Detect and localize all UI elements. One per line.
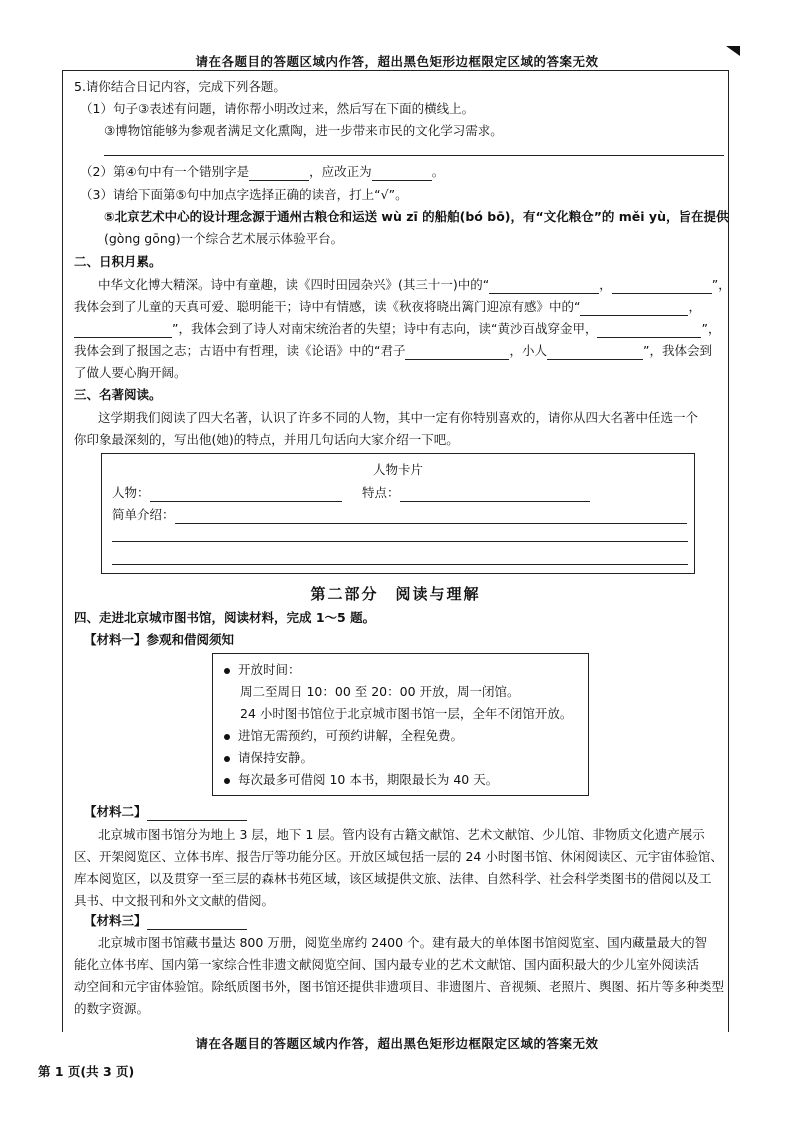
m1-item-1 [224,661,301,679]
s2-blank-5[interactable] [597,323,701,338]
bullet-icon [224,734,230,740]
m3-line-2: 能化立体书库、国内第一家综合性非遗文献阅览空间、国内最专业的艺术文献馆、国内面积最大的少儿室外阅读活 [74,957,700,972]
s2-blank-6[interactable] [405,345,509,360]
section2-line5: 了做人要心胸开阔。 [74,365,187,380]
q5-correct-char-blank[interactable] [372,166,432,181]
card-intro-blank-1[interactable] [175,509,687,524]
part2-title: 第二部分 阅读与理解 [310,585,481,603]
material1-title: 【材料一】参观和借阅须知 [84,632,235,647]
m1-item-6-text: 每次最多可借阅 10 本书，期限最长为 40 天。 [238,772,499,787]
material3-title-row [84,912,247,930]
s2-l3-text-b: ”， [701,321,721,336]
section2-line2 [74,298,701,316]
m2-line-4: 具书、中文报刊和外文文献的借阅。 [74,893,275,908]
m3-line-4: 的数字资源。 [74,1001,150,1016]
m1-item-4 [224,727,463,745]
section2-line4 [74,342,712,360]
s2-l2-text-a: 我体会到了儿童的天真可爱、聪明能干；诗中有情感，读《秋夜将晓出篱门迎凉有感》中的“ [74,299,581,314]
card-intro-blank-3[interactable] [112,564,688,565]
q4-title: 四、走进北京城市图书馆，阅读材料，完成 1～5 题。 [74,610,376,625]
m1-item-4-text: 进馆无需预约，可预约讲解，全程免费。 [238,728,464,743]
material3-title-blank[interactable] [147,915,247,930]
m3-line-3: 动空间和元宇宙体验馆。除纸质图书外，图书馆还提供非遗项目、非遗图片、音视频、老照片、舆图、拓片等多种类型 [74,979,725,994]
m2-line-1: 北京城市图书馆分为地上 3 层，地下 1 层。管内设有古籍文献馆、艺术文献馆、少儿馆、非物质文化遗产展示 [98,827,705,842]
s2-l4-text-b: ，小人 [509,343,547,358]
card-intro-blank-2[interactable] [112,541,688,542]
s2-l3-text-a: ”，我体会到了诗人对南宋统治者的失望；诗中有志向，读“黄沙百战穿金甲， [172,321,598,336]
material2-title: 【材料二】 [84,804,147,819]
s2-l4-text-c: ”，我体会到 [643,343,712,358]
section3-p2: 你印象最深刻的，写出他(她)的特点，并用几句话向大家介绍一下吧。 [74,432,459,447]
s2-blank-2[interactable] [612,279,712,294]
q5-sub3: （3）请给下面第⑤句中加点字选择正确的读音，打上“√”。 [80,187,408,202]
s2-l1-text-c: ”， [711,277,731,292]
material2-title-row [84,803,247,821]
card-intro-label: 简单介绍： [112,507,175,522]
m3-line-1: 北京城市图书馆藏书量达 800 万册，阅览坐席约 2400 个。建有最大的单体图书馆阅览室、国内藏量最大的智 [98,935,708,950]
section3-p1: 这学期我们阅读了四大名著，认识了许多不同的人物，其中一定有你特别喜欢的，请你从四大名著中任选一个 [98,410,699,425]
card-person-row [112,484,342,502]
s2-blank-4[interactable] [74,323,172,338]
m2-line-3: 库本阅览区，以及贯穿一至三层的森林书苑区域，该区域提供文旅、法律、自然科学、社会科学类图书的借阅以及工 [74,871,712,886]
m1-item-3: 24 小时图书馆位于北京城市图书馆一层，全年不闭馆开放。 [240,706,573,721]
section2-line3 [74,320,720,338]
q5-sentence5-line2: (gòng gōng)一个综合艺术展示体验平台。 [104,231,344,246]
m2-line-2: 区、开架阅览区、立体书库、报告厅等功能分区。开放区域包括一层的 24 小时图书馆、休闲阅读区、元宇宙体验馆、 [74,849,723,864]
top-notice: 请在各题目的答题区域内作答，超出黑色矩形边框限定区域的答案无效 [195,54,599,69]
q5-wrong-char-blank[interactable] [249,166,309,181]
q5-sub2-text-c: 。 [431,164,445,179]
m1-item-6 [224,771,498,789]
m1-item-5 [224,749,313,767]
s2-blank-7[interactable] [547,345,643,360]
s2-blank-1[interactable] [489,279,599,294]
q5-sub2-text-a: （2）第④句中有一个错别字是 [80,164,250,179]
q5-sub2-text-b: ，应改正为 [309,164,372,179]
q5-sub1: （1）句子③表述有问题，请你帮小明改过来，然后写在下面的横线上。 [80,101,475,116]
q5-sub2 [80,163,444,181]
card-person-blank[interactable] [150,487,342,502]
bullet-icon [224,756,230,762]
m1-item-2: 周二至周日 10：00 至 20：00 开放，周一闭馆。 [240,684,520,699]
card-trait-blank[interactable] [400,487,590,502]
page-number: 第 1 页(共 3 页) [38,1064,135,1079]
q5-sentence5-line1: ⑤北京艺术中心的设计理念源于通州古粮仓和运送 wù zī 的船舶(bó bō)，有“文化粮仓”的 měi yù，旨在提供 [104,209,729,224]
m1-item-1-text: 开放时间： [238,662,301,677]
card-person-label: 人物： [112,485,150,500]
m1-item-5-text: 请保持安静。 [238,750,314,765]
section3-title: 三、名著阅读。 [74,387,162,402]
s2-blank-3[interactable] [580,301,688,316]
s2-l1-text-b: ， [599,277,612,292]
s2-l2-text-b: ， [688,299,701,314]
q5-sentence3: ③博物馆能够为参观者满足文化熏陶，进一步带来市民的文化学习需求。 [104,123,503,138]
card-title: 人物卡片 [372,462,423,477]
s2-l1-text-a: 中华文化博大精深。诗中有童趣，读《四时田园杂兴》(其三十一)中的“ [98,277,490,292]
bullet-icon [224,668,230,674]
card-intro-row [112,506,687,524]
card-trait-label: 特点： [362,485,400,500]
bottom-notice: 请在各题目的答题区域内作答，超出黑色矩形边框限定区域的答案无效 [195,1036,599,1051]
bullet-icon [224,778,230,784]
section2-title: 二、日积月累。 [74,254,162,269]
material2-title-blank[interactable] [147,806,247,821]
card-trait-row [362,484,590,502]
q5-title: 5.请你结合日记内容，完成下列各题。 [74,79,286,94]
section2-line1 [98,276,731,294]
s2-l4-text-a: 我体会到了报国之志；古语中有哲理，读《论语》中的“君子 [74,343,406,358]
q5-answer-line[interactable] [104,155,724,156]
corner-mark-icon [726,46,740,56]
material3-title: 【材料三】 [84,913,147,928]
